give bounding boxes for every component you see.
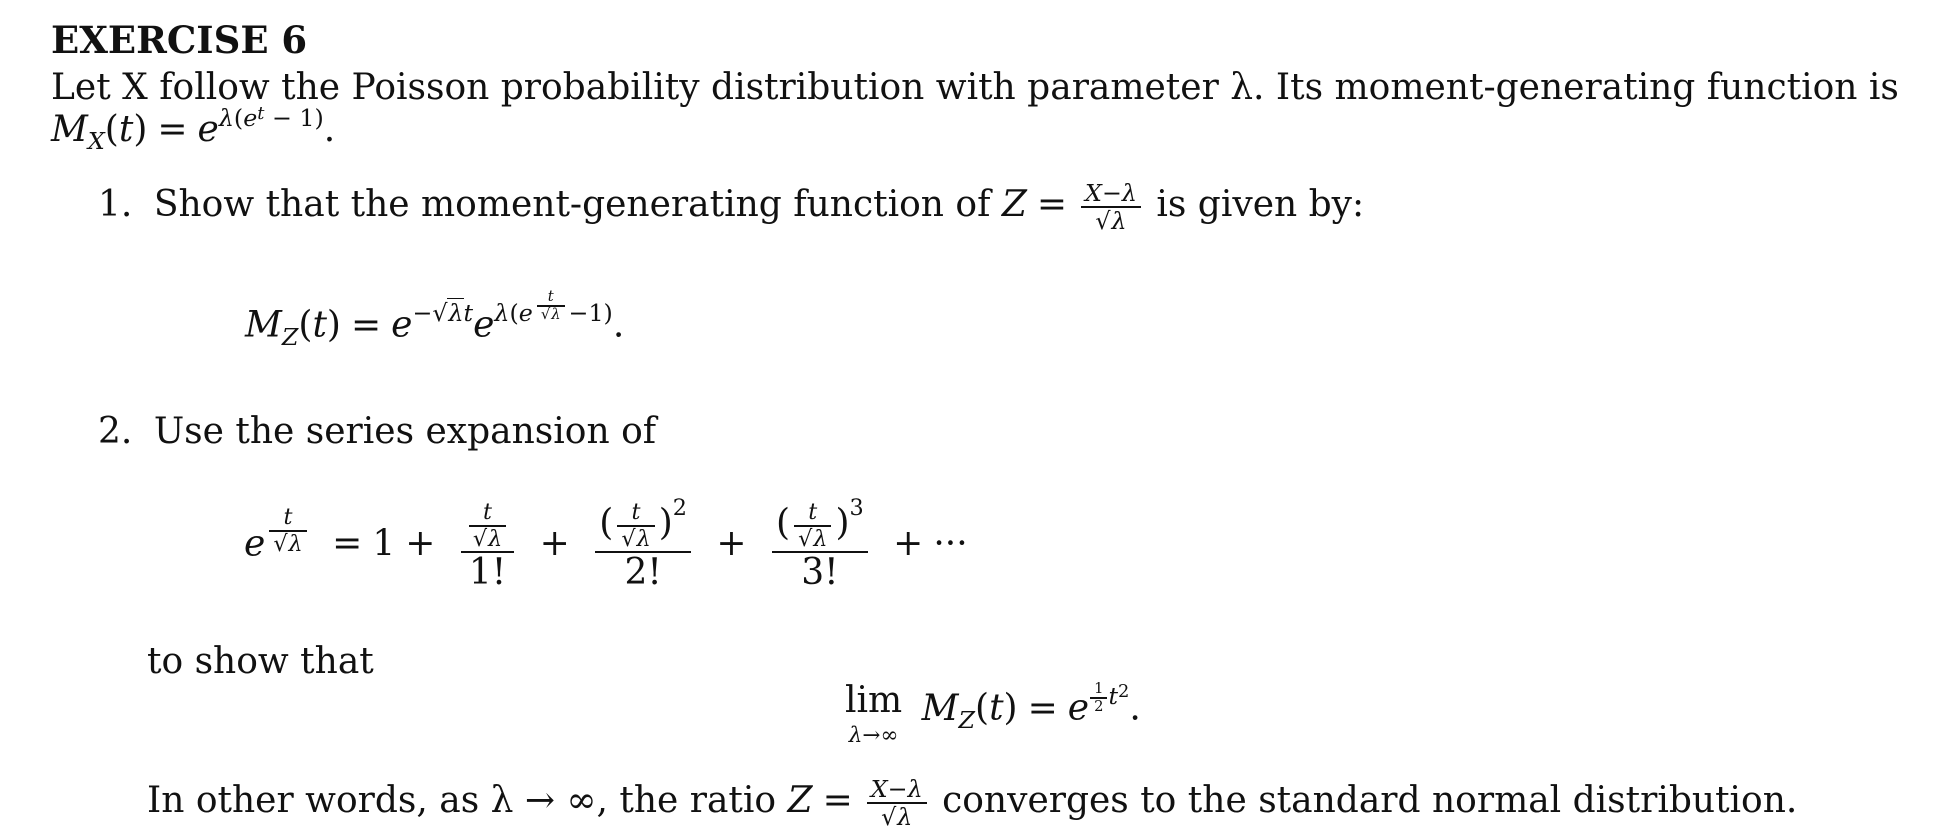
item-1-number: 1. bbox=[98, 184, 133, 226]
item-2-conclusion-before: In other words, as λ → ∞, the ratio bbox=[147, 780, 777, 822]
item-2-conclusion-after: converges to the standard normal distribution. bbox=[942, 780, 1798, 822]
item-1-display-formula: $M_Z(t) = e^{-√\lambda t}e^{\lambda(e \frac{t}{√\lambda} -1)}$. bbox=[245, 287, 625, 351]
item-2-conclusion-z: Z = $\frac{X-\lambda}{√\lambda}$ bbox=[788, 780, 943, 821]
item-2-text: Use the series expansion of bbox=[153, 411, 657, 452]
item-2 bbox=[98, 410, 656, 454]
item-1-z-definition: Z = $\frac{X-\lambda}{√\lambda}$ bbox=[1002, 184, 1157, 225]
item-2-number: 2. bbox=[98, 411, 133, 452]
exercise-heading: EXERCISE 6 bbox=[51, 18, 308, 62]
intro-mgf-formula: $M_X(t) = e^{\lambda(e^t - 1)}$. bbox=[51, 103, 336, 156]
intro-line-1: Let X follow the Poisson probability distribution with parameter λ. Its moment-generating function is bbox=[51, 67, 1899, 108]
item-2-conclusion bbox=[147, 776, 1797, 836]
item-1-text-before: Show that the moment-generating function of bbox=[153, 184, 991, 226]
item-2-limit-formula: lim λ→∞ $M_Z(t) = e$ $^{\frac{1}{2} t^2}$. bbox=[845, 679, 1141, 748]
item-1 bbox=[98, 180, 1364, 240]
item-2-to-show: to show that bbox=[147, 641, 374, 682]
item-2-series-formula: e $\frac{t}{√\lambda}$ = 1 + $\frac{\frac{t}{√\lambda}}{1!}$ + ( $\frac{t}{√\lambda}$ )$^2$ 2! + ( $\frac{t}{√\lambda}$ )$^3$ 3! + ··· bbox=[244, 494, 968, 594]
item-1-text-after: is given by: bbox=[1156, 184, 1365, 226]
